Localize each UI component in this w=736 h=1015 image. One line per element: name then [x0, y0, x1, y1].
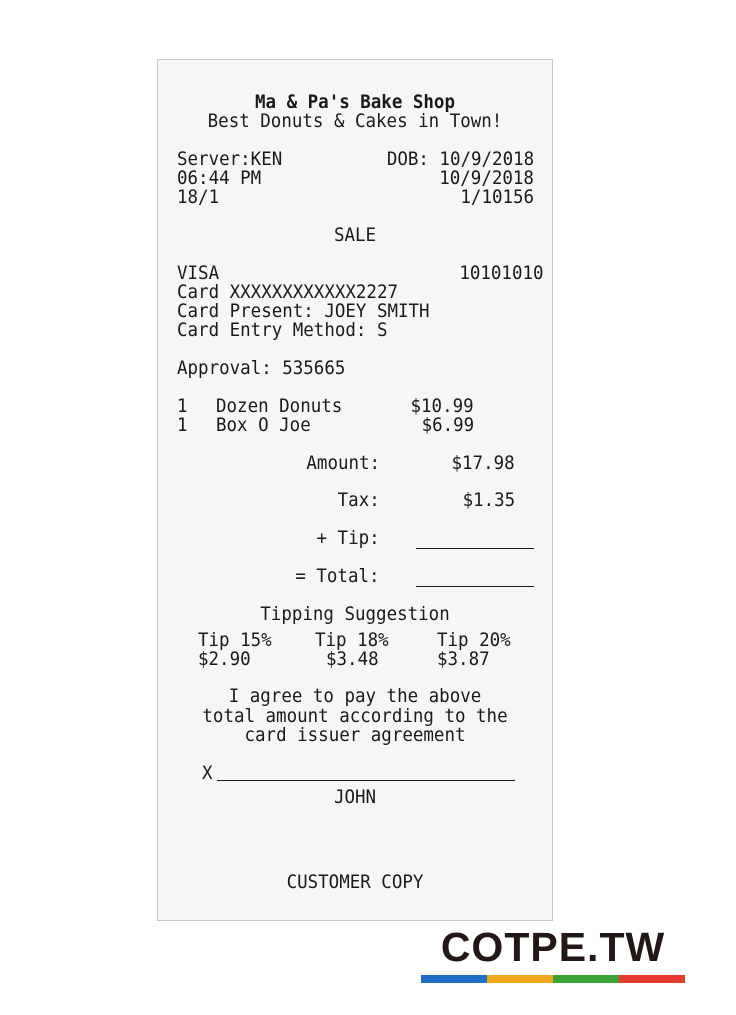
tip-label: + Tip: [316, 527, 380, 549]
amount-label: Amount: [306, 452, 380, 474]
card-number: Card XXXXXXXXXXXX2227 [177, 281, 399, 303]
color-bar-segment [619, 975, 685, 983]
dob: DOB: 10/9/2018 [386, 148, 534, 170]
shop-name: Ma & Pa's Bake Shop [255, 91, 455, 113]
approval-code: Approval: 535665 [177, 357, 346, 379]
tip-amount: $2.90 [198, 648, 251, 670]
color-bar-segment [553, 975, 619, 983]
tip-percent: Tip 20% [437, 629, 511, 651]
signer-name: JOHN [333, 786, 377, 808]
tax-label: Tax: [337, 489, 380, 511]
item-price: $6.99 [421, 414, 474, 436]
tip-entry-line [416, 548, 534, 549]
check-number: 1/10156 [460, 186, 534, 208]
table-number: 18/1 [177, 186, 220, 208]
receipt-date: 10/9/2018 [439, 167, 534, 189]
agreement-line: card issuer agreement [244, 724, 466, 746]
terminal-id: 10101010 [459, 262, 544, 284]
tip-percent: Tip 18% [315, 629, 389, 651]
item-qty: 1 [177, 414, 188, 436]
item-name: Dozen Donuts [216, 395, 343, 417]
tip-amount: $3.87 [437, 648, 490, 670]
receipt [157, 59, 553, 921]
color-bar-segment [487, 975, 553, 983]
tip-percent: Tip 15% [198, 629, 272, 651]
signature-line [217, 780, 515, 781]
card-type: VISA [177, 262, 220, 284]
watermark-color-bar [421, 975, 685, 983]
watermark-text: COTPE.TW [440, 924, 666, 970]
item-name: Box O Joe [216, 414, 311, 436]
agreement-line: total amount according to the [202, 705, 508, 727]
item-qty: 1 [177, 395, 188, 417]
color-bar-segment [421, 975, 487, 983]
item-price: $10.99 [410, 395, 474, 417]
total-entry-line [416, 586, 534, 587]
tax-value: $1.35 [462, 489, 515, 511]
agreement-line: I agree to pay the above [228, 685, 482, 707]
copy-label: CUSTOMER COPY [286, 871, 424, 893]
tipping-title: Tipping Suggestion [260, 603, 450, 625]
receipt-time: 06:44 PM [177, 167, 262, 189]
amount-value: $17.98 [451, 452, 515, 474]
server-name: Server:KEN [177, 148, 283, 170]
watermark-logo [421, 925, 685, 987]
signature-mark: X [202, 762, 213, 784]
tip-amount: $3.48 [326, 648, 379, 670]
shop-tagline: Best Donuts & Cakes in Town! [207, 110, 503, 132]
total-label: = Total: [295, 565, 380, 587]
transaction-type: SALE [333, 224, 377, 246]
card-entry-method: Card Entry Method: S [177, 319, 388, 341]
card-present: Card Present: JOEY SMITH [177, 300, 430, 322]
